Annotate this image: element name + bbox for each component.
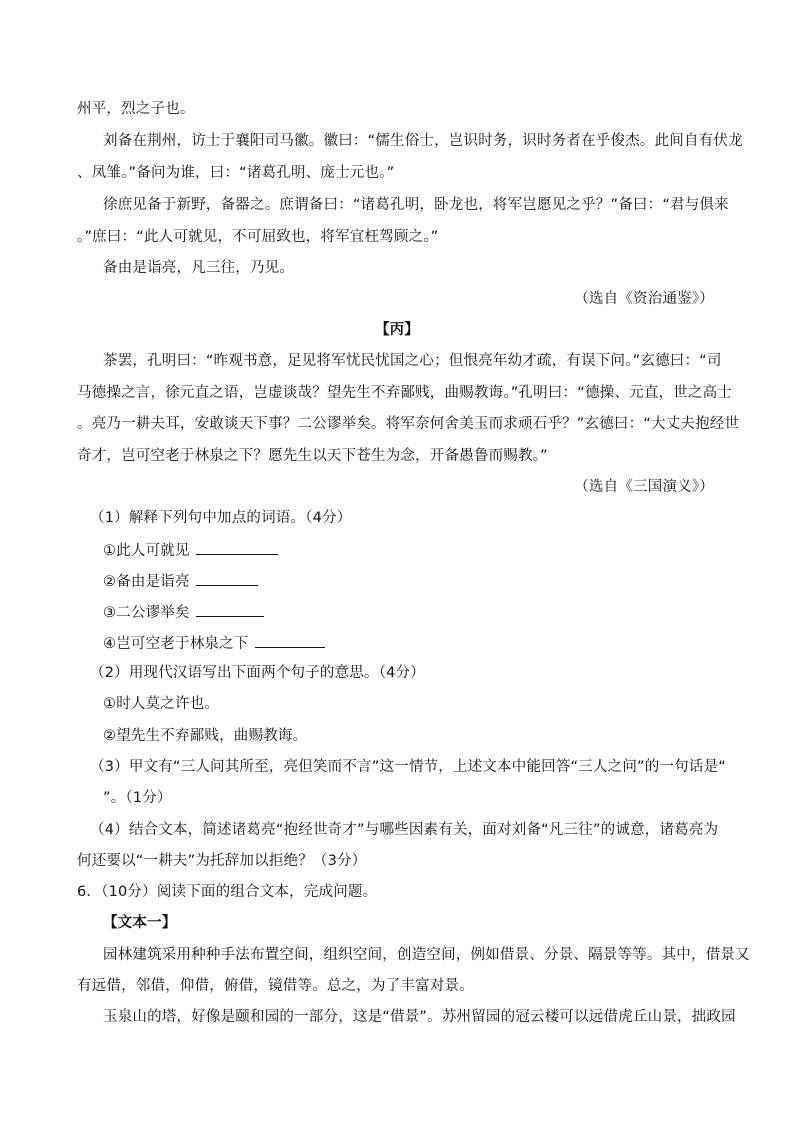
source-citation: （选自《资治通鉴》） — [574, 291, 714, 307]
section-heading: 【丙】 — [374, 322, 420, 338]
answer-item — [103, 571, 748, 592]
item-text: ①此人可就见 — [103, 543, 190, 559]
question-3: （3）甲文有“三人问其所至，亮但笑而不言”这一情节，上述文本中能回答“三人之问”的一句话是“ — [90, 759, 726, 775]
question-6: 6．（10分）阅读下面的组合文本，完成问题。 — [77, 884, 378, 900]
text-line: 奇才，岂可空老于林泉之下？愿先生以天下苍生为念，开备愚鲁而赐教。” — [77, 448, 548, 464]
text-line: 园林建筑采用种种手法布置空间，组织空间，创造空间，例如借景、分景、隔景等等。其中，借景又 — [103, 947, 750, 963]
text-line: 茶罢，孔明曰：“昨观书意，足见将军忧民忧国之心；但恨亮年幼才疏，有误下问。”玄德曰：“司 — [103, 353, 722, 369]
question-2: （2）用现代汉语写出下面两个句子的意思。（4分） — [90, 665, 425, 681]
text-line: 、凤雏。”备问为谁，曰：“诸葛孔明、庞士元也。” — [77, 165, 395, 181]
answer-item — [103, 633, 748, 654]
answer-blank[interactable] — [196, 540, 278, 555]
text-line: 备由是诣亮，凡三往，乃见。 — [103, 260, 295, 276]
text-line: 刘备在荆州，访士于襄阳司马徽。徽曰：“儒生俗士，岂识时务，识时务者在乎俊杰。此间自有伏龙 — [103, 133, 743, 149]
section-heading: 【文本一】 — [103, 915, 177, 931]
text-line: 。亮乃一耕夫耳，安敢谈天下事？二公谬举矣。将军奈何舍美玉而求顽石乎？”玄德曰：“大丈夫抱经世 — [77, 416, 740, 432]
item-text: ②备由是诣亮 — [103, 574, 190, 590]
text-line: 州平，烈之子也。 — [77, 101, 195, 117]
text-line: 何还要以“一耕夫”为托辞加以拒绝？（3分） — [77, 853, 367, 869]
text-line: 玉泉山的塔，好像是颐和园的一部分，这是“借景”。苏州留园的冠云楼可以远借虎丘山景，拙政园 — [103, 1009, 736, 1025]
text-line: 徐庶见备于新野，备器之。庶谓备曰：“诸葛孔明，卧龙也，将军岂愿见之乎？”备曰：“君与俱来 — [103, 197, 729, 213]
item-text: ④岂可空老于林泉之下 — [103, 636, 249, 652]
answer-item — [103, 540, 748, 561]
text-line: 马德操之言，徐元直之语，岂虚谈哉？望先生不弃鄙贱，曲赐教诲。”孔明曰：“德操、元直，世之高士 — [77, 385, 732, 401]
text-line: ①时人莫之许也。 — [103, 696, 220, 712]
answer-blank[interactable] — [196, 602, 264, 617]
text-line: ”。（1分） — [103, 790, 172, 806]
answer-blank[interactable] — [196, 571, 258, 586]
text-line: ②望先生不弃鄙贱，曲赐教诲。 — [103, 728, 308, 744]
text-line: 。”庶曰：“此人可就见，不可屈致也，将军宜枉驾顾之。” — [77, 229, 439, 245]
answer-item — [103, 602, 748, 623]
text-line: 有远借，邻借，仰借，俯借，镜借等。总之，为了丰富对景。 — [77, 978, 474, 994]
answer-blank[interactable] — [255, 633, 325, 648]
source-citation: （选自《三国演义》） — [574, 479, 714, 495]
question-4: （4）结合文本，简述诸葛亮“抱经世奇才”与哪些因素有关，面对刘备“凡三往”的诚意，诸葛亮为 — [90, 822, 719, 838]
item-text: ③二公谬举矣 — [103, 605, 190, 621]
question-1: （1）解释下列句中加点的词语。（4分） — [90, 510, 352, 526]
